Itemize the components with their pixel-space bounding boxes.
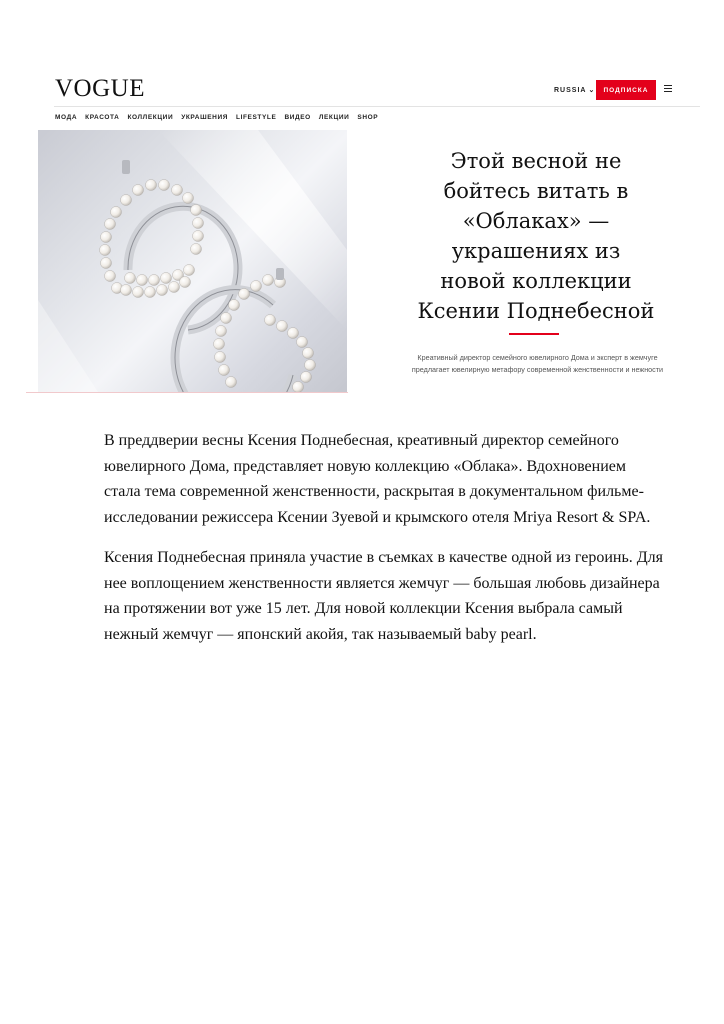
headline-line: Ксении Поднебесной (417, 299, 655, 323)
article-lede: Креативный директор семейного ювелирного Дома и эксперт в жемчуге предлагает ювелирную метафору современной женственности и нежности (411, 353, 664, 374)
headline-line: украшениях из (451, 239, 621, 263)
article-paragraph: Ксения Поднебесная приняла участие в съемках в качестве одной из героинь. Для нее воплощением женственности является жемчуг — большая любовь дизайнера на протяжении вот уже 15 лет. Для новой коллекции Ксения выбрала самый нежный жемчуг — японский акойя, так называемый baby pearl. (104, 549, 664, 643)
nav-item-shop[interactable]: SHOP (357, 114, 379, 121)
hamburger-menu-icon[interactable] (664, 85, 672, 92)
headline-line: «Облаках» — (462, 209, 610, 233)
nav-item-video[interactable]: ВИДЕО (284, 114, 311, 121)
article-paragraph: В преддверии весны Ксения Поднебесная, креативный директор семейного ювелирного Дома, представляет новую коллекцию «Облака». Вдохновением стала тема современной женственности, раскрытая в документальном фильме-исследовании режиссера Ксении Зуевой и крымского отеля Mriya Resort & SPA. (104, 432, 651, 526)
nav-item-beauty[interactable]: КРАСОТА (85, 114, 120, 121)
headline-line: Этой весной не (450, 149, 622, 173)
main-nav (55, 114, 378, 121)
nav-item-lifestyle[interactable]: LIFESTYLE (236, 114, 277, 121)
article-body (104, 428, 664, 662)
site-header (0, 0, 724, 130)
vogue-logo[interactable]: VOGUE (55, 75, 145, 102)
headline-line: бойтесь витать в (443, 179, 629, 203)
headline-line: новой коллекции (440, 269, 632, 293)
nav-item-lectures[interactable]: ЛЕКЦИИ (318, 114, 350, 121)
nav-item-fashion[interactable]: МОДА (55, 114, 78, 121)
header-divider (54, 106, 700, 107)
nav-item-jewelry[interactable]: УКРАШЕНИЯ (181, 114, 228, 121)
chevron-down-icon: ⌄ (588, 87, 596, 94)
article-headline (400, 146, 672, 326)
region-selector[interactable] (554, 86, 595, 94)
headline-accent-rule (509, 333, 559, 335)
hero-image-pearl-earrings (38, 130, 347, 392)
region-label: RUSSIA (554, 87, 587, 94)
subscribe-button[interactable]: ПОДПИСКА (596, 80, 656, 100)
nav-item-collections[interactable]: КОЛЛЕКЦИИ (127, 114, 174, 121)
hero-underline (26, 392, 348, 393)
